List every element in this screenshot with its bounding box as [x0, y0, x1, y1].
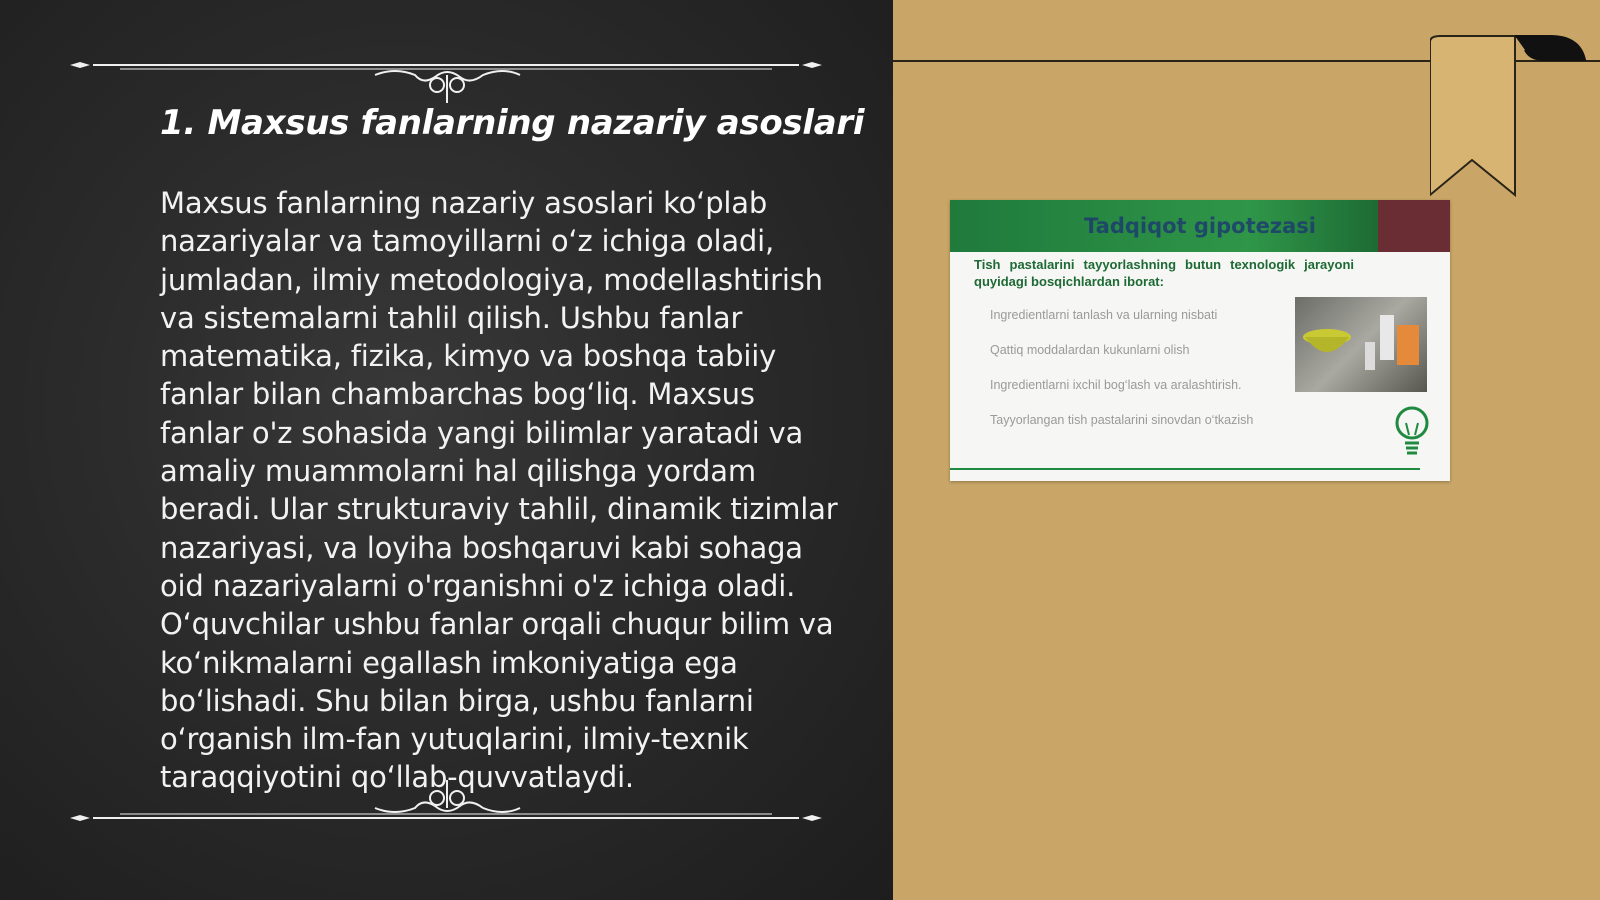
embed-step-item: Qattiq moddalardan kukunlarni olish: [990, 343, 1190, 357]
embedded-slide-image: [950, 200, 1450, 481]
slide-title: 1. Maxsus fanlarning nazariy asoslari: [160, 103, 865, 143]
embed-step-item: Ingredientlarni ixchil bog‘lash va aralashtirish.: [990, 378, 1242, 392]
embed-intro-text: Tish pastalarini tayyorlashning butun texnologik jarayoni quyidagi bosqichlardan iborat:: [974, 257, 1354, 289]
toothpaste-ingredients-photo: [1295, 297, 1427, 392]
embed-step-item: Ingredientlarni tanlash va ularning nisbati: [990, 308, 1218, 322]
ornament-divider-top: [65, 45, 827, 105]
slide-body-text: Maxsus fanlarning nazariy asoslari ko‘plab nazariyalar va tamoyillarni o‘z ichiga oladi, jumladan, ilmiy metodologiya, modellashtirish va sistemalarni tahlil qilish. Ushbu fanlar matematika, fizika, kimyo va boshqa tabiiy fanlar bilan chambarchas bog‘liq. Maxsus fanlar o'z sohasida yangi bilimlar yaratadi va amaliy muammolarni hal qilishga yordam beradi. Ular strukturaviy tahlil, dinamik tizimlar nazariyasi, va loyiha boshqaruvi kabi sohaga oid nazariyalarni o'rganishni o'z ichiga oladi. O‘quvchilar ushbu fanlar orqali chuqur bilim va ko‘nikmalarni egallash imkoniyatiga ega bo‘lishadi. Shu bilan birga, ushbu fanlarni o‘rganish ilm-fan yutuqlarini, ilmiy-texnik taraqqiyotini qo‘llab-quvvatlaydi.: [160, 186, 838, 795]
bookmark-ribbon-icon: [1430, 30, 1600, 200]
light-bulb-icon: [1392, 405, 1432, 465]
embed-bottom-rule: [950, 468, 1420, 470]
embed-title: Tadqiqot gipotezasi: [1084, 214, 1316, 238]
embed-step-item: Tayyorlangan tish pastalarini sinovdan o‘tkazish: [990, 413, 1254, 427]
